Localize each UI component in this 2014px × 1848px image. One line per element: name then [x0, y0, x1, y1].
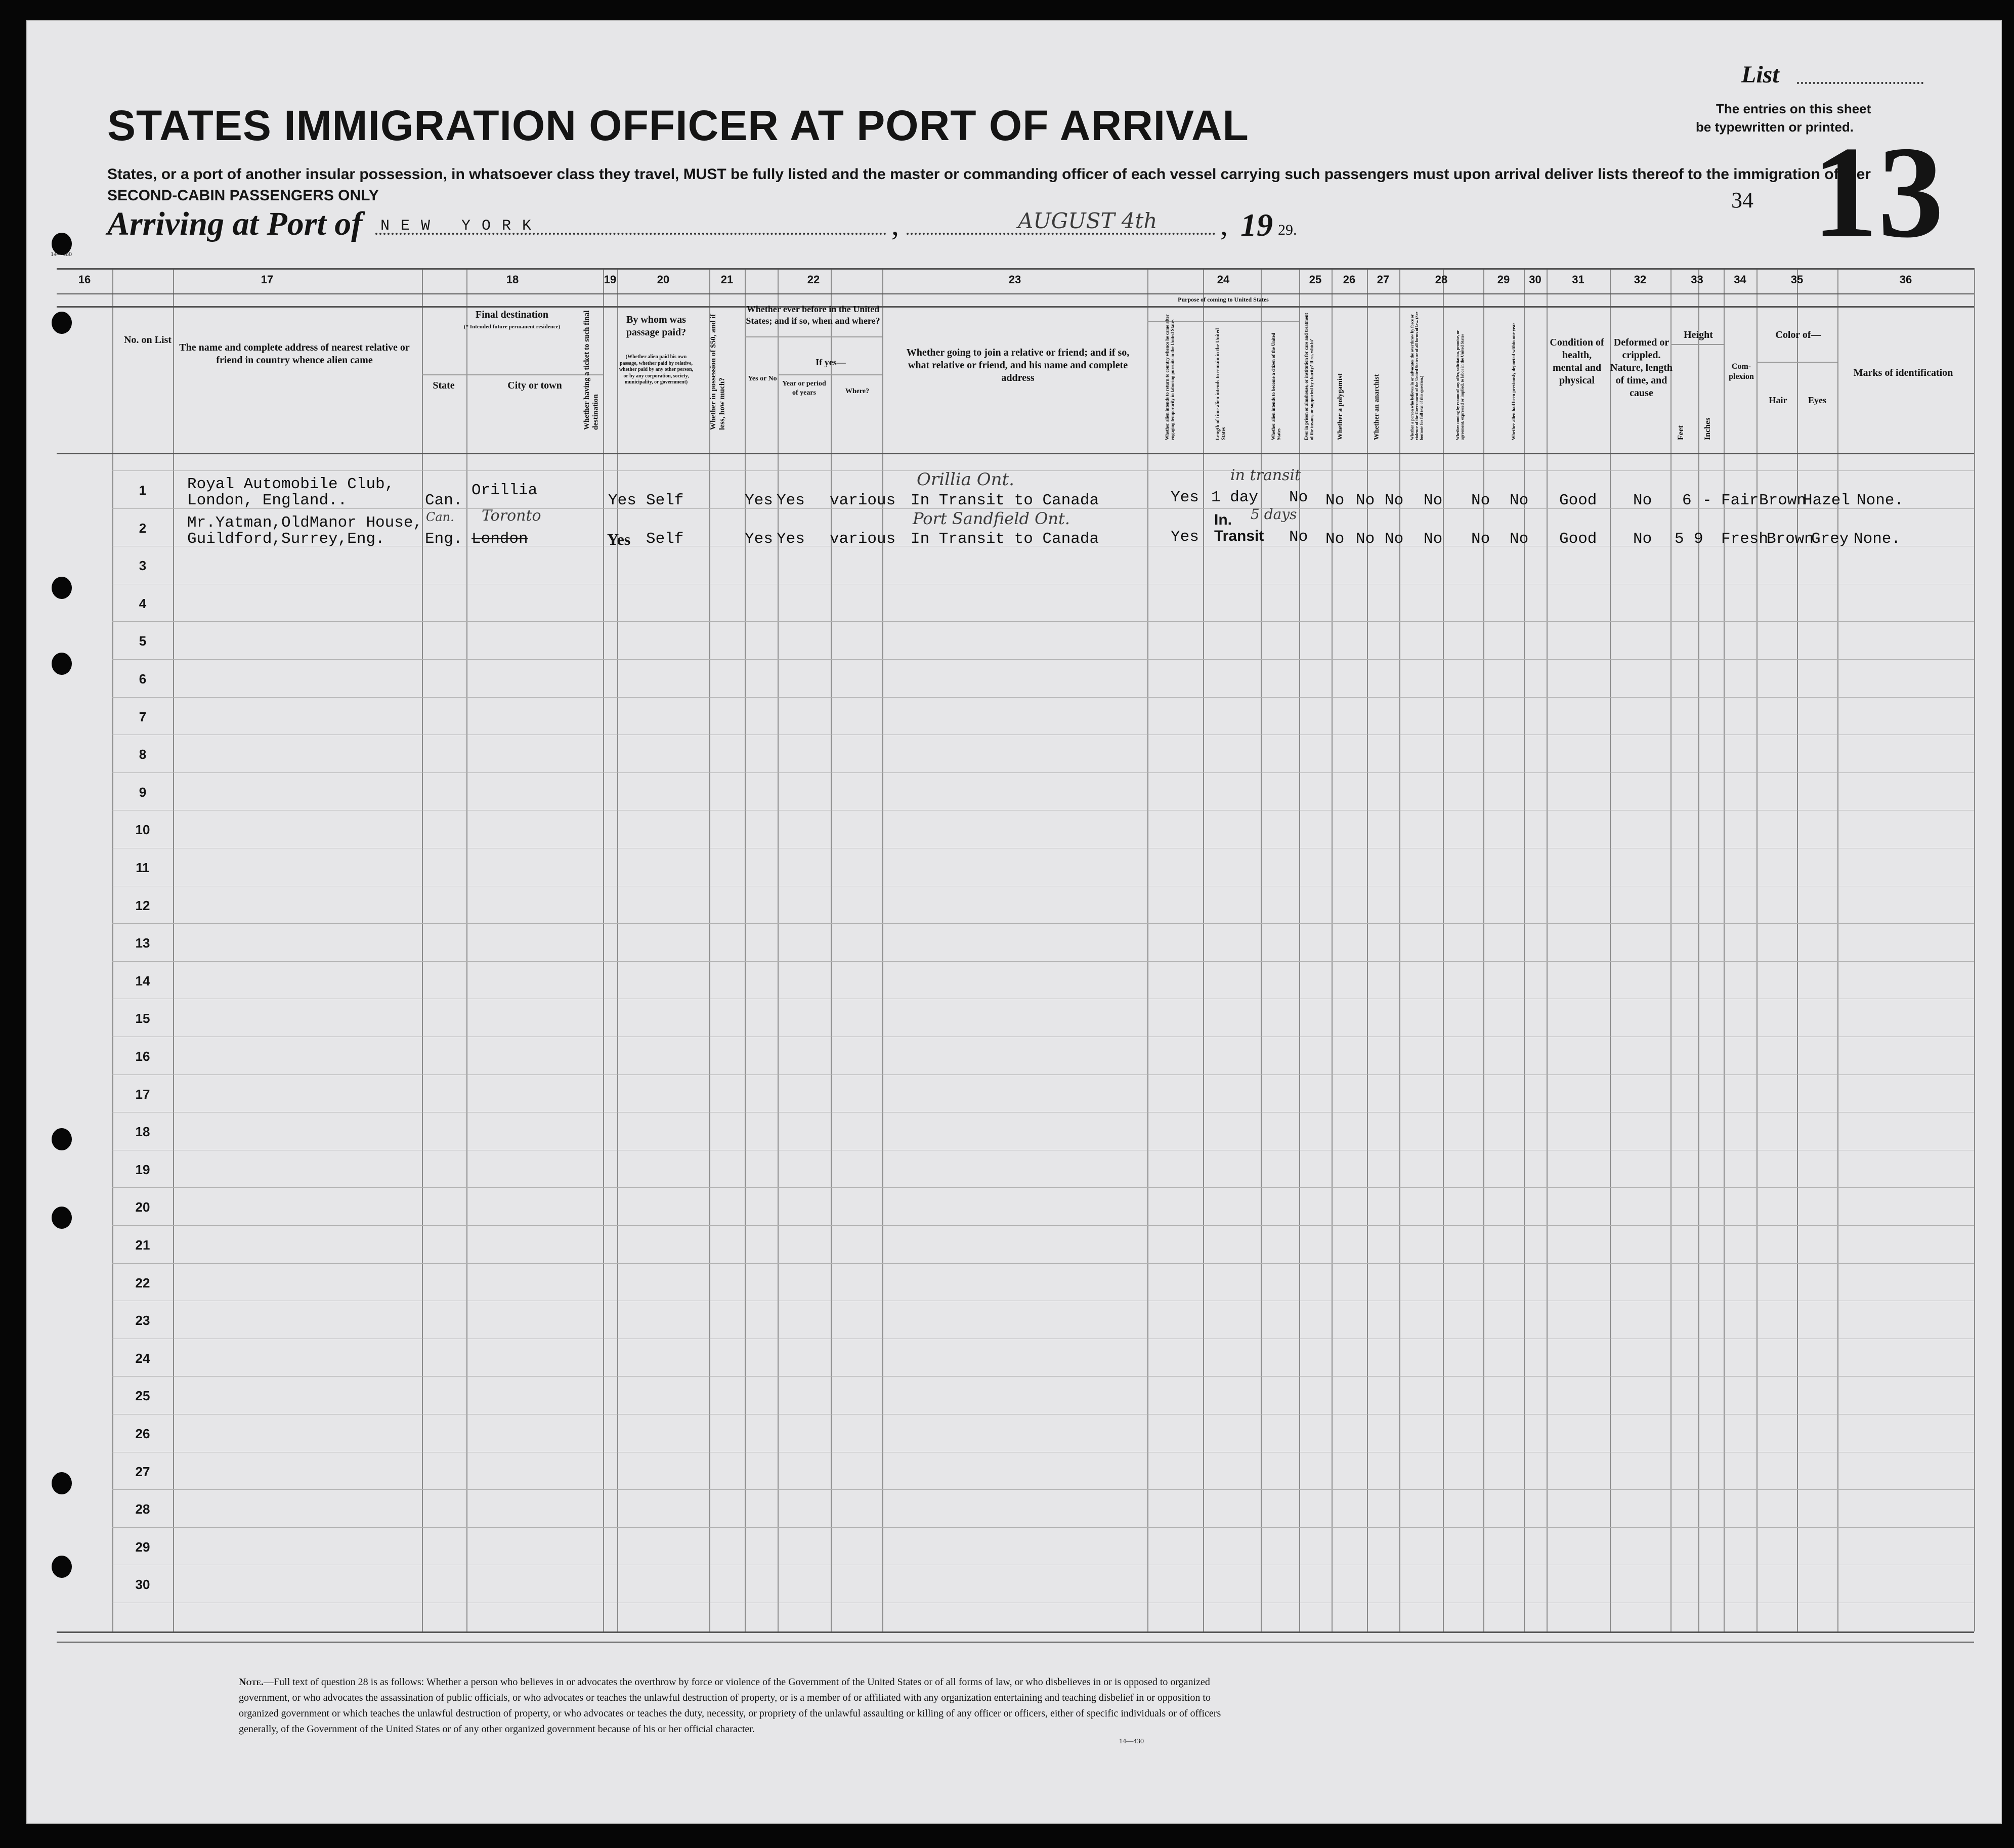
grid-vline — [1698, 268, 1699, 1631]
header-nearest-relative: The name and complete address of nearest relative or friend in country whence alien came — [179, 342, 410, 366]
relative-address-line2: Guildford,Surrey,Eng. — [187, 530, 385, 548]
relative-address-line1: Mr.Yatman,OldManor House, — [187, 514, 423, 532]
grid-hline — [57, 1631, 1974, 1633]
deformed: No — [1633, 530, 1652, 548]
column-number: 18 — [506, 273, 519, 286]
destination-city: Orillia — [472, 482, 538, 499]
grid-vline — [1547, 268, 1548, 1631]
row-divider — [112, 1489, 1974, 1490]
row-divider — [112, 1225, 1974, 1226]
row-number: 26 — [135, 1426, 150, 1441]
possession-50: Yes — [745, 530, 773, 548]
passage-paid: Self — [646, 492, 684, 509]
row-divider — [112, 621, 1974, 622]
form-code-bottom: 14—430 — [1119, 1738, 1144, 1745]
header-state: State — [433, 380, 455, 391]
destination-state: Can. — [425, 492, 463, 509]
header-city: City or town — [507, 380, 562, 391]
column-number: 26 — [1343, 273, 1356, 286]
before-yes: Yes — [777, 492, 805, 509]
row-number: 23 — [135, 1313, 150, 1328]
grid-vline — [1797, 268, 1798, 1631]
row-divider — [112, 1187, 1974, 1188]
header-purpose-c: Whether alien intends to become a citizen of the United States — [1271, 332, 1281, 440]
row-number: 28 — [135, 1501, 150, 1517]
column-number: 31 — [1572, 273, 1584, 286]
possession-50: Yes — [745, 492, 773, 509]
polygamist: No — [1356, 492, 1375, 509]
page-number-small: 34 — [1731, 188, 1753, 212]
identification-marks: None. — [1854, 530, 1901, 548]
grid-hline — [57, 453, 1974, 454]
punch-hole — [52, 1207, 72, 1229]
grid-hline — [57, 268, 1974, 270]
row-divider — [112, 470, 1974, 471]
header-color-of: Color of— — [1775, 329, 1821, 340]
row-number: 7 — [139, 709, 147, 724]
punch-hole — [52, 1128, 72, 1150]
row-number: 11 — [136, 860, 150, 875]
column-number: 32 — [1634, 273, 1647, 286]
header-passage-paid: By whom was passage paid? — [626, 314, 687, 338]
row-divider — [112, 923, 1974, 924]
grid-hline — [57, 1642, 1974, 1643]
grid-subhline — [778, 374, 882, 375]
row-number: 4 — [139, 596, 147, 611]
row-number: 15 — [135, 1011, 150, 1026]
height-inches: 9 — [1694, 530, 1703, 548]
grid-vline — [422, 268, 423, 1631]
column-number: 21 — [720, 273, 734, 286]
punch-hole — [52, 577, 72, 599]
destination-state-handwritten: Can. — [426, 510, 454, 524]
row-number: 5 — [139, 633, 147, 649]
header-if-yes: If yes— — [816, 357, 846, 367]
grid-vline — [882, 268, 883, 1631]
deformed: No — [1633, 492, 1652, 509]
arriving-label: Arriving at Port of — [107, 205, 363, 242]
passage-paid: Self — [646, 530, 684, 548]
grid-subhline — [1670, 344, 1724, 345]
row-number: 6 — [139, 671, 147, 686]
condition: Good — [1559, 492, 1597, 509]
column-number: 17 — [261, 273, 274, 286]
row-number: 21 — [135, 1237, 150, 1253]
grid-vline — [1147, 268, 1148, 1631]
column-number: 16 — [78, 273, 91, 286]
destination-handwritten: Orillia Ont. — [917, 469, 1014, 490]
grid-vline — [1670, 268, 1672, 1631]
row-number: 12 — [135, 898, 150, 913]
column-number: 24 — [1217, 273, 1230, 286]
column-number: 22 — [807, 273, 820, 286]
polygamist: No — [1356, 530, 1375, 548]
grid-vline — [603, 268, 604, 1631]
column-number: 33 — [1691, 273, 1703, 286]
row-number: 16 — [135, 1049, 150, 1064]
punch-hole — [52, 1556, 72, 1578]
row-number: 24 — [135, 1351, 150, 1366]
row-number: 22 — [135, 1275, 150, 1291]
grid-vline — [173, 268, 174, 1631]
ticket: Yes — [608, 492, 636, 509]
header-possession-50: Whether in possession of $50, and if less, how much? — [709, 314, 726, 430]
purpose-return: Yes — [1171, 489, 1199, 506]
purpose-length-handwritten: 5 days — [1251, 506, 1297, 523]
footnote — [239, 1674, 1230, 1737]
footnote-text: —Full text of question 28 is as follows: Whether a person who believes in or advocates the overthrow by force or violence of the Government of the United States or of all forms of law, or who disbelieves in or is opposed to organized government, or who advocates the assassination of public officials, or who advocates or teaches the unlawful destruction of property, or is a member of or affiliated with any organization entertaining and teaching disbelief in or opposition to organized government or which teaches the unlawful destruction of property, or who advocates or teaches the duty, necessity, or propriety of the unlawful assaulting or killing of any officer or officers, either of specific individuals or of officers generally, of the Government of the United States or of any other organized government because of his or her official character. — [239, 1677, 1221, 1735]
row-number: 18 — [135, 1124, 150, 1139]
arrival-date: AUGUST 4th — [1018, 208, 1158, 233]
grid-vline — [1756, 268, 1758, 1631]
header-deformed: Deformed or crippled. Nature, length of time, and cause — [1610, 337, 1673, 399]
row-number: 10 — [135, 822, 150, 837]
header-before-in-us: Whether ever before in the United States; and if so, when and where? — [746, 304, 880, 326]
row-number: 13 — [135, 935, 150, 951]
prison: No — [1325, 492, 1345, 509]
grid-vline — [1443, 268, 1444, 1631]
row-number: 17 — [135, 1087, 150, 1102]
row-number: 20 — [135, 1199, 150, 1215]
grid-vline — [1610, 268, 1611, 1631]
question-30: No — [1510, 492, 1529, 509]
grid-vline — [1724, 268, 1725, 1631]
typewritten-note-2: be typewritten or printed. — [1696, 119, 1854, 135]
row-number: 2 — [139, 521, 147, 536]
anarchist: No — [1385, 492, 1404, 509]
column-number: 30 — [1529, 273, 1541, 286]
row-number: 29 — [135, 1539, 150, 1555]
complexion: Fresh — [1721, 530, 1769, 548]
column-number: 25 — [1309, 273, 1322, 286]
row-divider — [112, 1527, 1974, 1528]
column-number: 19 — [604, 273, 617, 286]
complexion: Fair — [1721, 492, 1759, 509]
height-feet: 5 — [1675, 530, 1684, 548]
eye-color: Hazel — [1803, 492, 1851, 509]
column-number: 28 — [1435, 273, 1448, 286]
header-feet: Feet — [1677, 425, 1685, 440]
question-29: No — [1471, 530, 1490, 548]
header-yes-or-no: Yes or No — [748, 375, 777, 382]
grid-vline — [1399, 268, 1400, 1631]
header-final-destination-note: (* Intended future permanent residence) — [463, 324, 561, 330]
form-subtitle: States, or a port of another insular possession, in whatsoever class they travel, MUST be fully listed and the master or commanding officer of each vessel carrying such passengers must upon arrival deliver lists thereof to the immigration officer — [107, 166, 1871, 183]
grid-vline — [1524, 268, 1525, 1631]
row-divider — [112, 1263, 1974, 1264]
grid-vline — [831, 268, 832, 1631]
year-prefix: 19 — [1240, 207, 1273, 243]
row-divider — [112, 772, 1974, 773]
height-inches: - — [1702, 492, 1712, 509]
relative-address-line2: London, England.. — [187, 492, 348, 509]
header-condition: Condition of health, mental and physical — [1550, 337, 1604, 386]
grid-vline — [1203, 268, 1204, 1631]
grid-subhline — [422, 374, 603, 375]
punch-hole — [52, 312, 72, 334]
header-marks: Marks of identification — [1853, 367, 1953, 378]
header-purpose-a: Whether alien intends to return to country whence he came after engaging temporarily in laboring pursuits in the United States — [1165, 314, 1175, 440]
row-number: 27 — [135, 1464, 150, 1479]
destination-state: Eng. — [425, 530, 463, 548]
header-ticket: Whether having a ticket to such final destination — [583, 310, 600, 430]
height-feet: 6 — [1682, 492, 1692, 509]
port-value: NEW YORK — [380, 218, 543, 235]
before-yes: Yes — [777, 530, 805, 548]
purpose-return: Yes — [1171, 528, 1199, 546]
header-joining-relative: Whether going to join a relative or friend; and if so, what relative or friend, and his name and complete address — [906, 347, 1130, 383]
question-29: No — [1471, 492, 1490, 509]
destination-city: London — [472, 530, 528, 548]
form-title: STATES IMMIGRATION OFFICER AT PORT OF ARRIVAL — [107, 102, 1249, 149]
purpose-length-handwritten: in transit — [1230, 466, 1301, 484]
column-number: 20 — [657, 273, 670, 286]
class-line: SECOND-CABIN PASSENGERS ONLY — [107, 187, 379, 204]
condition: Good — [1559, 530, 1597, 548]
grid-vline — [778, 268, 779, 1631]
header-col28: Whether a person who believes in or advocates the overthrow by force or violence of the Government of the United States or of all forms of law. (See footnote for full text of this question.) — [1410, 312, 1424, 440]
header-anarchist: Whether an anarchist — [1373, 374, 1381, 440]
row-number: 19 — [135, 1162, 150, 1177]
question-30: No — [1510, 530, 1529, 548]
header-polygamist: Whether a polygamist — [1337, 373, 1344, 440]
typewritten-note-1: The entries on this sheet — [1716, 101, 1871, 116]
grid-hline — [57, 293, 1974, 294]
relative-address-line1: Royal Automobile Club, — [187, 476, 395, 493]
header-eyes: Eyes — [1808, 395, 1826, 405]
before-years: various — [830, 492, 896, 509]
purpose-citizen: No — [1289, 528, 1308, 546]
row-number: 1 — [139, 483, 147, 498]
before-years: various — [830, 530, 896, 548]
page-number-large: 13 — [1812, 119, 1944, 265]
punch-hole — [52, 1472, 72, 1494]
grid-subhline — [1756, 362, 1837, 363]
grid-vline — [466, 268, 467, 1631]
grid-vline — [1483, 268, 1484, 1631]
header-passage-paid-note: (Whether alien paid his own passage, whether paid by relative, whether paid by any other person, or by any corporation, society, municipality, or government) — [619, 354, 694, 385]
column-number: 35 — [1790, 273, 1804, 286]
grid-vline — [1367, 268, 1368, 1631]
row-divider — [112, 961, 1974, 962]
hair-color: Brown — [1767, 530, 1814, 548]
column-number: 23 — [1008, 273, 1021, 286]
header-year-period: Year or period of years — [782, 380, 826, 397]
question-28: No — [1424, 530, 1443, 548]
punch-hole — [52, 653, 72, 675]
header-purpose: Purpose of coming to United States — [1178, 296, 1269, 303]
header-purpose-b: Length of time alien intends to remain in the United States — [1215, 328, 1227, 440]
header-no-on-list: No. on List — [124, 334, 172, 346]
eye-color: Grey — [1811, 530, 1849, 548]
list-label: List — [1741, 61, 1779, 88]
joining-relative: In Transit to Canada — [911, 492, 1099, 509]
identification-marks: None. — [1857, 492, 1904, 509]
purpose-length: 1 day — [1211, 489, 1259, 506]
anarchist: No — [1385, 530, 1404, 548]
column-number: 27 — [1377, 273, 1390, 286]
grid-vline — [745, 268, 746, 1631]
header-where: Where? — [845, 388, 870, 395]
header-complexion: Com-plexion — [1729, 362, 1754, 381]
row-divider — [112, 659, 1974, 660]
row-number: 9 — [139, 785, 147, 800]
grid-vline — [1332, 268, 1333, 1631]
column-number: 36 — [1899, 273, 1912, 286]
column-number: 34 — [1734, 273, 1746, 286]
purpose-length: In. Transit — [1214, 511, 1264, 544]
grid-vline — [1974, 268, 1975, 1631]
joining-relative: In Transit to Canada — [911, 530, 1099, 548]
form-code-top: 14—480 — [51, 250, 72, 257]
purpose-citizen: No — [1289, 489, 1308, 506]
grid-subhline — [745, 336, 882, 337]
header-height: Height — [1684, 329, 1713, 340]
row-number: 8 — [139, 747, 147, 762]
header-prison: Ever in prison or almshouse, or institution for care and treatment of the insane, or supported by charity? If so, which? — [1304, 313, 1314, 440]
header-hair: Hair — [1769, 395, 1787, 405]
footnote-label: Note. — [239, 1677, 264, 1688]
destination-city-handwritten: Toronto — [482, 507, 541, 525]
row-number: 3 — [139, 558, 147, 573]
prison: No — [1325, 530, 1345, 548]
ticket: Yes — [607, 530, 631, 548]
grid-hline — [57, 306, 1974, 308]
row-divider — [112, 1376, 1974, 1377]
year-suffix: 29. — [1278, 222, 1297, 238]
row-number: 30 — [135, 1577, 150, 1592]
row-divider — [112, 697, 1974, 698]
hair-color: Brown — [1759, 492, 1807, 509]
header-col29: Whether coming by reason of any offer, solicitation, promise, or agreement, expressed or implied, to labor in the United States — [1455, 330, 1465, 440]
manifest-sheet: List The entries on this sheet be typewritten or printed. 13 34 STATES IMMIGRATION OFFICER AT PORT OF ARRIVAL States, or a port of another insular possession, in whatsoever class they travel, MUST be fully listed and the master or commanding officer of each vessel carrying such passengers must upon arrival deliver lists thereof to the immigration officer SECOND-CABIN PASSENGERS ONLY Arriving at Port of NEW YORK , AUGUST 4th , 19 29. 14—480 16 17 18 19 20 21 22 23 24 25 26 27 28 29 30 31 32 33 34 35 36 No. on List The name and complete address of nearest relative or friend in country whence alien came Final destination (* Intended future permanent residence) State City or town Whether having a ticket to such final destination By whom was passage paid? (Whether alien paid his own passage, whether paid by relative, whether paid by any other person, or by any corporation, society, municipality, or government) Whether in possession of $50, and if less, how much? Whether ever before in the United States; and if so, when and where? Yes or No If yes— Year or period of years Where? Whether going to join a relative or friend; and if so, what relative or friend, and his name and complete address Purpose of coming to United States Whether alien intends to return to country whence he came after engaging temporarily in laboring pursuits in the United States Length of time alien intends to remain in the United States Whether alien intends to become a citizen of the United States Ever in prison or almshouse, or institution for care and treatment of the insane, or supported by charity? If so, which? Whether a polygamist Whether an anarchist Whether a person who believes in or advocates the overthrow by force or violence of the Government of the United States or of all forms of law. (See footnote for full text of this question.) Whether coming by reason of any offer, solicitation, promise, or agreement, expressed or implied, to labor in the United States Whether alien had been previously deported within one year Condition of health, mental and physical Deformed or crippled. Nature, length of time, and cause Height Feet Inches Com-plexion Color of— Hair Eyes Marks of identification 1 2 3 4 5 6 7 8 9 10 11 12 13 14 15 16 17 18 19 20 21 22 23 24 25 26 27 28 29 30 Royal Automobile Club, London, England.. Can. Orillia Orillia Ont. Yes Self Yes Yes various In Transit to Canada Yes in transit 1 day No No No No No No No Good No 6 - Fair Brown Hazel None. Mr.Yatman,OldManor House, Guildford,Surrey,Eng. Can. Eng. Toronto London Yes Self Yes Yes various Port Sandfield Ont. In Transit to Canada Yes 5 days In. Transit No No No No No No No Good No 5 9 Fresh Brown Grey None. Note.—Full text of question 28 is as follows: Whether a person who believes in or advocates the overthrow by force or violence of the Government of the United States or of all forms of law, or who disbelieves in or is opposed to organized government, or who advocates the assassination of public officials, or who advocates or teaches the unlawful destruction of property, or is a member of or affiliated with any organization entertaining and teaching disbelief in or opposition to organized government or which teaches the unlawful destruction of property, or who advocates or teaches the duty, necessity, or propriety of the unlawful assaulting or killing of any officer or officers, either of specific individuals or of officers generally, of the Government of the United States or of any other organized government because of his or her official character. 14—430 — [26, 20, 2002, 1824]
question-28: No — [1424, 492, 1443, 509]
grid-vline — [1837, 268, 1838, 1631]
row-number: 25 — [135, 1388, 150, 1403]
row-number: 14 — [135, 973, 150, 989]
grid-vline — [709, 268, 710, 1631]
joining-handwritten: Port Sandfield Ont. — [913, 509, 1070, 528]
list-number-line — [1797, 82, 1923, 84]
header-final-destination: Final destination — [476, 309, 548, 320]
grid-vline — [617, 268, 618, 1631]
header-col30: Whether alien had been previously deported within one year — [1511, 322, 1516, 440]
column-number: 29 — [1497, 273, 1510, 286]
header-inches: Inches — [1703, 417, 1712, 440]
